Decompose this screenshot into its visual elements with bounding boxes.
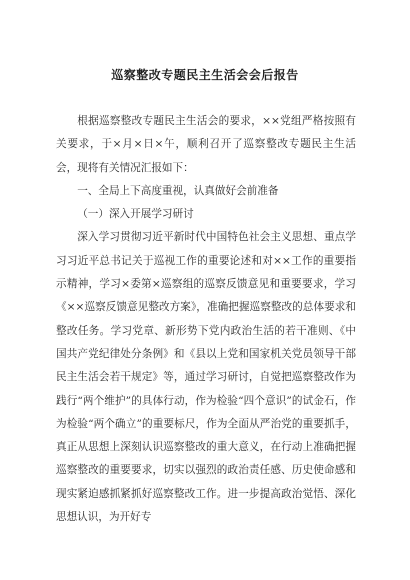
subsection-heading: （一）深入开展学习研讨 [77,208,194,221]
document-body [56,110,356,529]
study-paragraph: 深入学习贯彻习近平新时代中国特色社会主义思想、重点学习习近平总书记关于巡视工作的重要论述和对××工作的重要指示精神，学习×委第×巡察组的巡察反馈意见和重要要求，学习《××巡察反馈意见整改方案》，准确把握巡察整改的总体要求和整改任务。学习党章、新形势下党内政治生活的若干准则、《中国共产党纪律处分条例》和《县以上党和国家机关党员领导干部民主生活会若干规定》等，通过学习研讨，自觉把巡察整改作为践行“两个维护”的具体行动，作为检验“四个意识”的试金石，作为检验“两个确立”的重要标尺，作为全面从严治党的重要抓手，真正从思想上深刻认识巡察整改的重大意义，在行动上准确把握巡察整改的重要要求，切实以强烈的政治责任感、历史使命感和现实紧迫感抓紧抓好巡察整改工作。进一步提高政治觉悟、深化思想认识，为开好专 [56,231,356,524]
intro-paragraph: 根据巡察整改专题民主生活会的要求，××党组严格按照有关要求，于×月×日×午，顺利召开了巡察整改专题民主生活会，现将有关情况汇报如下： [56,115,356,174]
section-heading: 一、全局上下高度重视，认真做好会前准备 [77,184,279,197]
document-title: 巡察整改专题民主生活会会后报告 [111,68,299,82]
